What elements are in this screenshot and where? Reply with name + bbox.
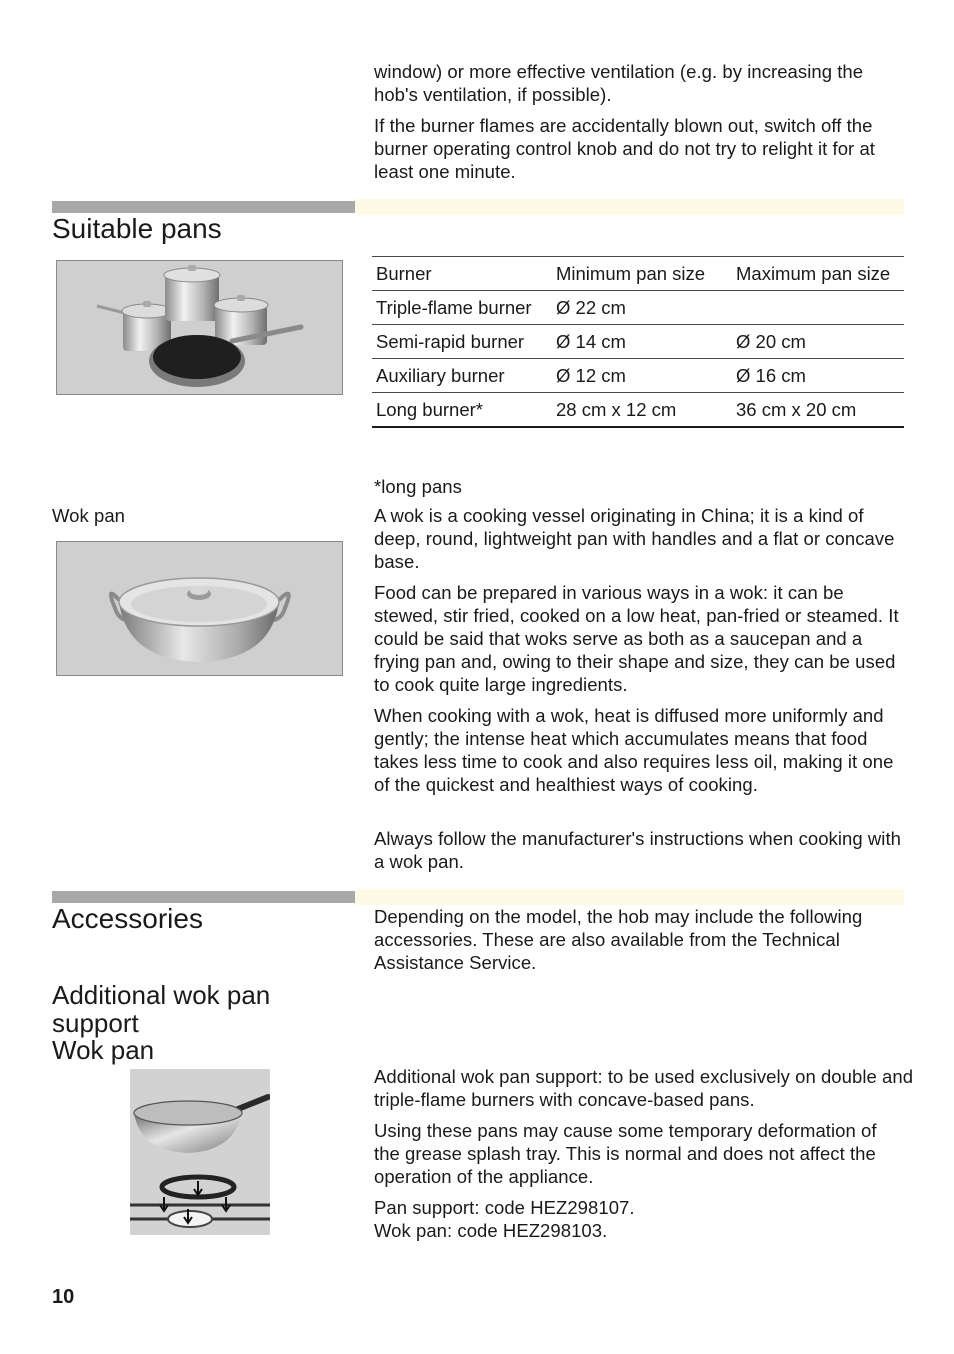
subsection-title-line: support — [52, 1007, 139, 1038]
pans-image — [56, 260, 343, 395]
table-cell: Long burner* — [372, 393, 552, 428]
table-row — [372, 359, 904, 393]
intro-paragraph-1: window) or more effective ventilation (e.g. by increasing the hob's ventilation, if possible). — [374, 61, 864, 105]
table-cell: Auxiliary burner — [372, 359, 552, 393]
accessories-paragraph: Additional wok pan support: to be used exclusively on double and triple-flame burners with concave-based pans. — [374, 1066, 914, 1110]
pan-support-code: Pan support: code HEZ298107. — [374, 1197, 635, 1218]
subsection-title-line: Additional wok pan — [52, 980, 271, 1010]
section-bar-highlight — [355, 199, 904, 215]
wok-paragraph: Always follow the manufacturer's instructions when cooking with a wok pan. — [374, 828, 901, 872]
accessories-intro: Depending on the model, the hob may include the following accessories. These are also available from the Technical Assistance Service. — [374, 906, 863, 973]
wok-pan-code: Wok pan: code HEZ298103. — [374, 1220, 608, 1241]
section-bar — [52, 201, 355, 213]
accessory-codes — [374, 1196, 904, 1242]
table-cell: Semi-rapid burner — [372, 325, 552, 359]
table-row — [372, 393, 904, 428]
subsection-title — [52, 982, 352, 1065]
table-cell: 28 cm x 12 cm — [552, 393, 732, 428]
section-title-suitable-pans: Suitable pans — [52, 213, 222, 244]
wok-paragraph: A wok is a cooking vessel originating in China; it is a kind of deep, round, lightweight pan with handles and a flat or concave base. — [374, 505, 895, 572]
table-header-row — [372, 257, 904, 291]
intro-paragraph-2: If the burner flames are accidentally blown out, switch off the burner operating control knob and do not try to relight it for at least one minute. — [374, 115, 875, 182]
table-footnote: *long pans — [374, 476, 462, 497]
section-bar — [52, 891, 355, 903]
wok-paragraph: Food can be prepared in various ways in a wok: it can be stewed, stir fried, cooked on a low heat, pan-fried or steamed. It could be said that woks serve as both as a saucepan and a frying pan and, owing to their shape and size, they can be used to cook quite large ingredients. — [374, 582, 899, 695]
wok-paragraph: When cooking with a wok, heat is diffused more uniformly and gently; the intense heat which accumulates means that food takes less time to cook and also requires less oil, making it one of the quickest and healthiest ways of cooking. — [374, 705, 894, 795]
pan-size-table — [372, 256, 904, 428]
accessories-paragraph: Using these pans may cause some temporary deformation of the grease splash tray. This is normal and does not affect the operation of the appliance. — [374, 1120, 877, 1187]
page-number: 10 — [52, 1286, 75, 1308]
section-title-accessories: Accessories — [52, 903, 203, 934]
table-row — [372, 291, 904, 325]
wok-image — [56, 541, 343, 676]
table-cell: Ø 14 cm — [552, 325, 732, 359]
table-cell: 36 cm x 20 cm — [732, 393, 904, 428]
wok-support-image — [130, 1069, 270, 1235]
wok-pan-label: Wok pan — [52, 505, 126, 526]
subsection-title-line: Wok pan — [52, 1035, 155, 1065]
table-cell: Ø 20 cm — [732, 325, 904, 359]
table-header-cell: Burner — [372, 257, 552, 291]
table-cell: Ø 22 cm — [552, 291, 732, 325]
table-cell: Ø 16 cm — [732, 359, 904, 393]
section-bar-highlight — [355, 889, 904, 905]
table-header-cell: Maximum pan size — [732, 257, 904, 291]
table-cell: Triple-flame burner — [372, 291, 552, 325]
table-header-cell: Minimum pan size — [552, 257, 732, 291]
table-row — [372, 325, 904, 359]
table-cell — [732, 291, 904, 325]
table-cell: Ø 12 cm — [552, 359, 732, 393]
